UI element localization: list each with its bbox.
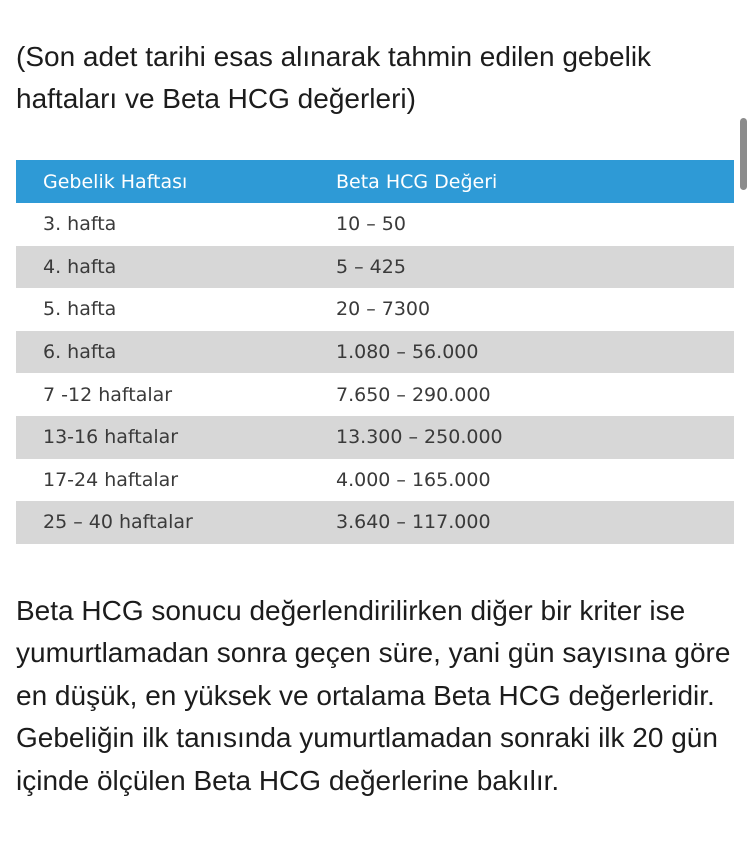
table-row [16,331,734,374]
value-cell: 20 – 7300 [336,298,431,321]
value-cell: 10 – 50 [336,213,406,236]
body-paragraph: Beta HCG sonucu değerlendirilirken diğer bir kriter ise yumurtlamadan sonra geçen süre, yani gün sayısına göre en düşük, en yüksek ve ortalama Beta HCG değerleridir. Gebeliğin ilk tanısında yumurtlamadan sonraki ilk 20 gün içinde ölçülen Beta HCG değerlerine bakılır. [16,595,731,796]
value-cell: 5 – 425 [336,255,406,278]
table-row [16,246,734,289]
table-row [16,459,734,502]
table-row [16,203,734,246]
table-row [16,288,734,331]
table-header [16,160,734,203]
week-cell: 6. hafta [43,341,117,364]
value-cell: 7.650 – 290.000 [336,383,491,406]
week-cell: 17-24 haftalar [43,468,179,491]
hcg-table [16,160,734,540]
week-cell: 25 – 40 haftalar [43,511,193,534]
table-row [16,373,734,416]
scrollbar[interactable] [740,118,747,190]
value-cell: 13.300 – 250.000 [336,426,503,449]
value-cell: 4.000 – 165.000 [336,468,491,491]
intro-text: (Son adet tarihi esas alınarak tahmin edilen gebelik haftaları ve Beta HCG değerleri) [16,41,652,114]
table-row [16,416,734,459]
week-cell: 13-16 haftalar [43,426,179,449]
value-cell: 1.080 – 56.000 [336,341,479,364]
header-gebelik-haftasi: Gebelik Haftası [43,170,188,193]
week-cell: 5. hafta [43,298,117,321]
week-cell: 3. hafta [43,213,117,236]
week-cell: 4. hafta [43,255,117,278]
week-cell: 7 -12 haftalar [43,383,173,406]
value-cell: 3.640 – 117.000 [336,511,491,534]
table-row [16,501,734,544]
header-beta-hcg-degeri: Beta HCG Değeri [336,170,498,193]
